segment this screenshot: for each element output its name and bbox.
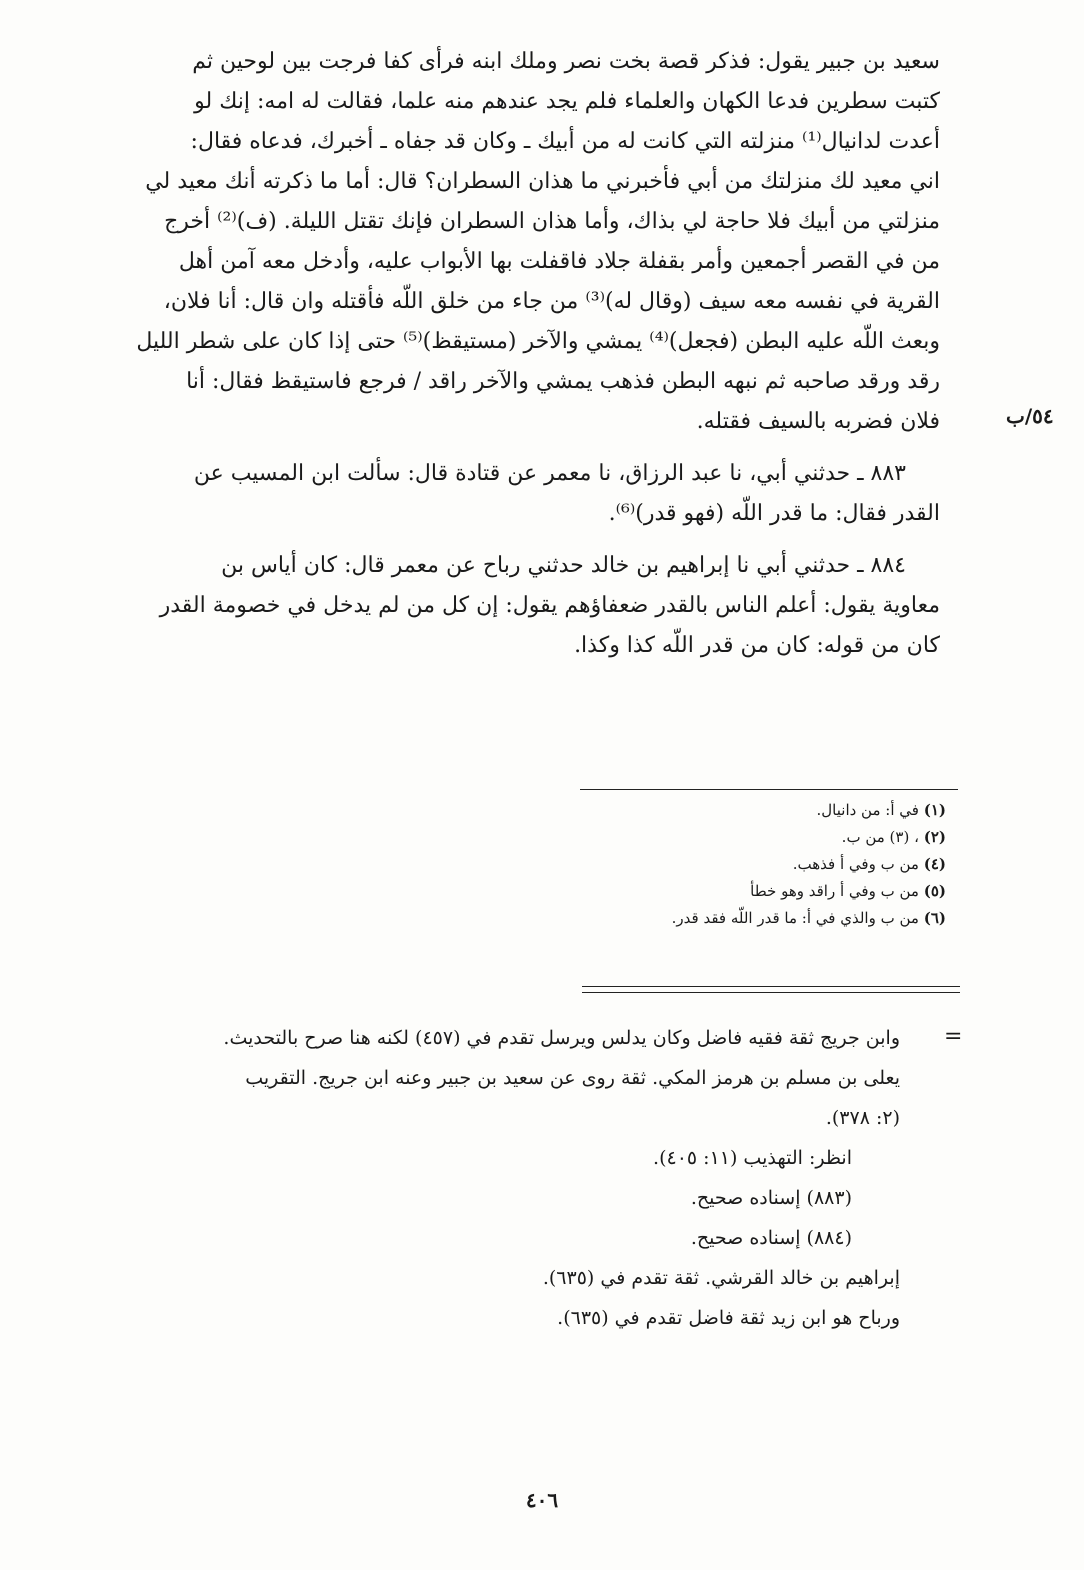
text-line: القرية في نفسه معه سيف (وقال له)⁽³⁾ من جاء من خلق اللّه فأقتله وان قال: أنا فلان، <box>163 289 940 314</box>
commentary-line: (٨٨٤) إسناده صحيح. <box>690 1227 852 1249</box>
footnote-text: ، (٣) من ب. <box>841 828 919 846</box>
text-line: كتبت سطرين فدعا الكهان والعلماء فلم يجد عندهم منه علما، فقالت له امه: إنك لو <box>194 89 940 114</box>
footnote-number: (٤) <box>923 855 946 873</box>
text-line: فلان فضربه بالسيف فقتله. <box>696 409 940 434</box>
commentary-line: يعلى بن مسلم بن هرمز المكي. ثقة روى عن سعيد بن جبير وعنه ابن جريج. التقريب <box>245 1067 900 1089</box>
paragraph-hadith-883 <box>98 454 940 534</box>
text-line: كان من قوله: كان من قدر اللّه كذا وكذا. <box>574 633 940 658</box>
text-line: اني معيد لك منزلتك من أبي فأخبرني ما هذان السطران؟ قال: أما ما ذكرته أنك معيد لي <box>145 169 940 194</box>
commentary-line: وابن جريج ثقة فقيه فاضل وكان يدلس ويرسل تقدم في (٤٥٧) لكنه هنا صرح بالتحديث. <box>223 1027 900 1049</box>
commentary-separator-bottom <box>582 992 960 993</box>
footnote <box>560 797 946 824</box>
text-line: معاوية يقول: أعلم الناس بالقدر ضعفاؤهم يقول: إن كل من لم يدخل في خصومة القدر <box>159 593 940 618</box>
main-text <box>98 42 940 666</box>
commentary-line: (٢: ٣٧٨). <box>825 1107 900 1129</box>
footnote-number: (٥) <box>923 882 946 900</box>
text-line: سعيد بن جبير يقول: فذكر قصة بخت نصر وملك ابنه فرأى كفا فرجت بين لوحين ثم <box>192 49 940 74</box>
continuation-mark: = <box>944 1024 963 1049</box>
paragraph-hadith-884 <box>98 546 940 666</box>
footnote <box>560 824 946 851</box>
footnote <box>560 851 946 878</box>
text-line: أعدت لدانيال⁽¹⁾ منزلته التي كانت له من أبيك ـ وكان قد جفاه ـ أخبرك، فدعاه فقال: <box>190 129 940 154</box>
paragraph-story <box>98 42 940 442</box>
footnote <box>560 878 946 905</box>
commentary-line: انظر: التهذيب (١١: ٤٠٥). <box>653 1147 852 1169</box>
footnotes <box>560 797 946 932</box>
footnote-separator <box>580 789 958 790</box>
footnote-text: من ب والذي في أ: ما قدر اللّه فقد قدر. <box>671 909 919 927</box>
text-line: رقد ورقد صاحبه ثم نبهه البطن فذهب يمشي والآخر راقد / فرجع فاستيقظ فقال: أنا <box>186 369 940 394</box>
text-line: القدر فقال: ما قدر اللّه (فهو قدر)⁽⁶⁾. <box>608 501 940 526</box>
commentary-separator-top <box>582 986 960 987</box>
text-line: منزلتي من أبيك فلا حاجة لي بذاك، وأما هذان السطران فإنك تقتل الليلة. (ف)⁽²⁾ أخرج <box>164 209 940 234</box>
footnote-text: من ب وفي أ راقد وهو خطأ <box>750 882 919 900</box>
footnote-number: (١) <box>923 801 946 819</box>
footnote-text: في أ: من دانيال. <box>816 801 919 819</box>
footnote-number: (٢) <box>923 828 946 846</box>
page-number: ٤٠٦ <box>525 1488 559 1512</box>
commentary-line: (٨٨٣) إسناده صحيح. <box>690 1187 852 1209</box>
commentary-line: ورباح هو ابن زيد ثقة فاضل تقدم في (٦٣٥). <box>557 1307 900 1329</box>
manuscript-folio-marker: ٥٤/ب <box>1006 404 1054 428</box>
text-line: من في القصر أجمعين وأمر بقفلة جلاد فاقفلت بها الأبواب عليه، وأدخل معه آمن أهل <box>178 249 940 274</box>
footnote <box>560 905 946 932</box>
commentary <box>112 1020 900 1340</box>
footnote-text: من ب وفي أ فذهب. <box>792 855 919 873</box>
text-line: وبعث اللّه عليه البطن (فجعل)⁽⁴⁾ يمشي والآخر (مستيقظ)⁽⁵⁾ حتى إذا كان على شطر الليل <box>136 329 940 354</box>
commentary-line: إبراهيم بن خالد القرشي. ثقة تقدم في (٦٣٥). <box>542 1267 900 1289</box>
text-line: ٨٨٤ ـ حدثني أبي نا إبراهيم بن خالد حدثني رباح عن معمر قال: كان أياس بن <box>221 553 906 578</box>
footnote-number: (٦) <box>923 909 946 927</box>
text-line: ٨٨٣ ـ حدثني أبي، نا عبد الرزاق، نا معمر عن قتادة قال: سألت ابن المسيب عن <box>193 461 906 486</box>
